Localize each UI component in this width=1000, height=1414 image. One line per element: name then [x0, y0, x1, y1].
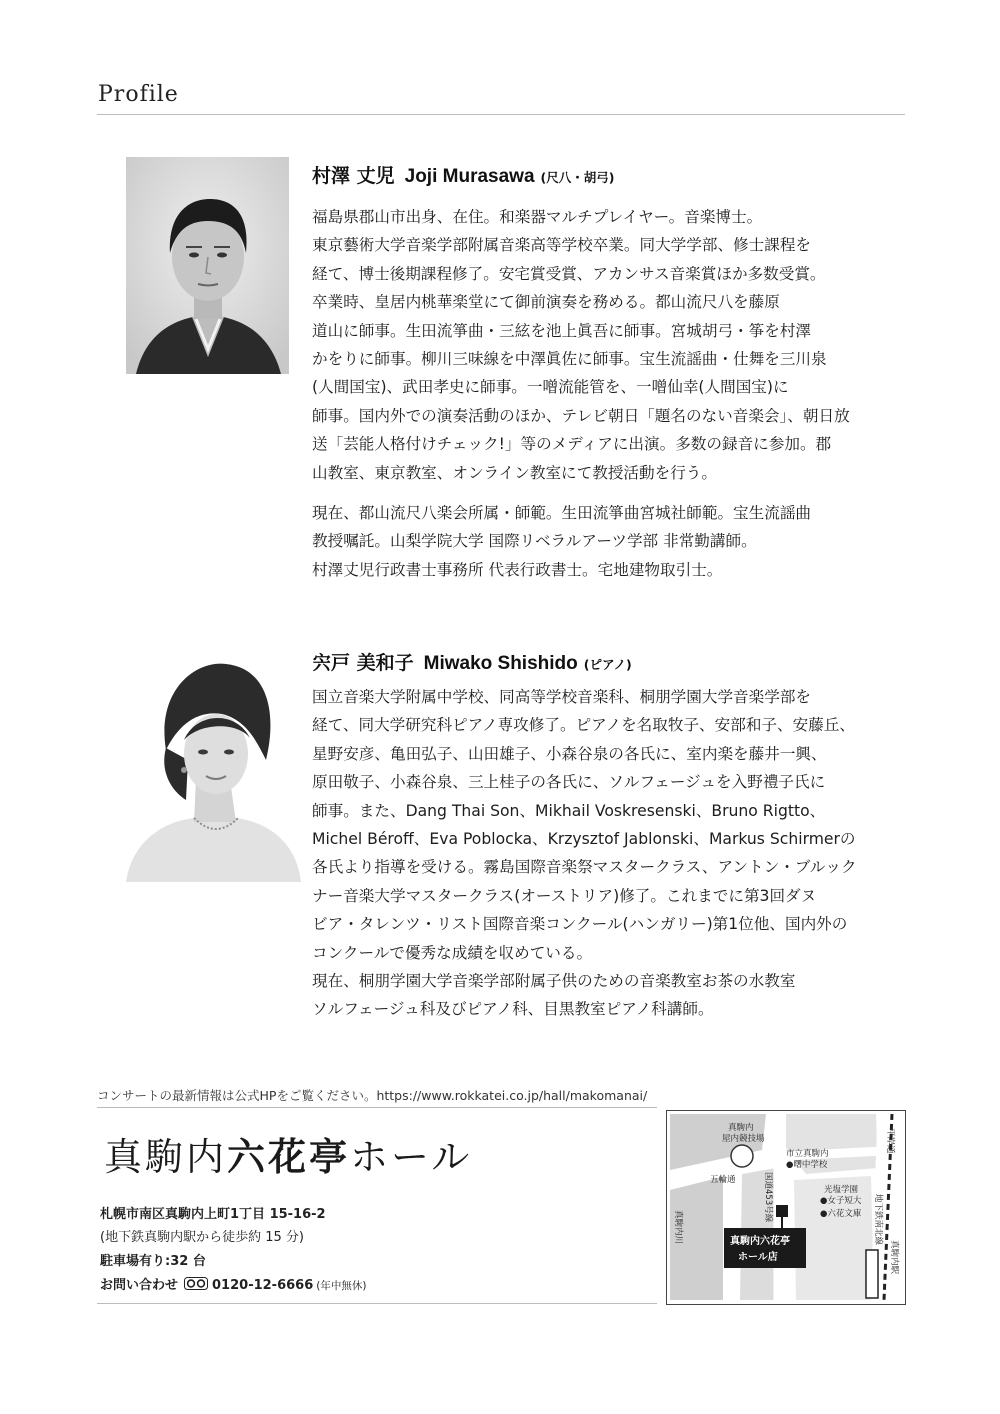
bio-line: ナー音楽大学マスタークラス(オーストリア)修了。これまでに第3回ダヌ [312, 886, 817, 905]
bio-line: ソルフェージュ科及びピアノ科、目黒教室ピアノ科講師。 [312, 1000, 714, 1019]
venue-address: 札幌市南区真駒内上町1丁目 15-16-2 [100, 1207, 326, 1222]
portrait-photo-murasawa [126, 157, 289, 374]
hall-logo-part: 六花亭 [227, 1134, 351, 1179]
venue-parking: 駐車場有り:32 台 [100, 1254, 206, 1269]
bio-line: 経て、博士後期課程修了。安宅賞受賞、アカンサス音楽賞ほか多数受賞。 [312, 264, 826, 283]
bio-line: 経て、同大学研究科ピアノ専攻修了。ピアノを名取牧子、安部和子、安藤丘、 [312, 716, 855, 735]
instrument-label: (ピアノ) [583, 657, 632, 672]
map-label-station: 真駒内駅 [889, 1240, 899, 1275]
bio-line: 原田敬子、小森谷泉、三上桂子の各氏に、ソルフェージュを入野禮子氏に [312, 773, 826, 792]
map-label-route: 国道453号線 [763, 1172, 773, 1223]
bio-line: 山教室、東京教室、オンライン教室にて教授活動を行う。 [312, 463, 717, 482]
current-positions-murasawa [312, 499, 811, 584]
performer-name-murasawa [312, 161, 614, 188]
bio-line: かをりに師事。柳川三味線を中澤眞佐に師事。宝生流謡曲・仕舞を三川泉 [312, 350, 827, 369]
bio-line: 現在、桐朋学園大学音楽学部附属子供のための音楽教室お茶の水教室 [312, 972, 796, 991]
footer-divider [97, 1107, 657, 1108]
bio-line: 送「芸能人格付けチェック!」等のメディアに出演。多数の録音に参加。郡 [312, 435, 832, 454]
biography-murasawa [312, 203, 850, 487]
hall-logo-part: 真駒内 [104, 1135, 228, 1179]
map-label-subway: 地下鉄南北線 [873, 1194, 883, 1246]
bio-line: 道山に師事。生田流箏曲・三絃を池上眞吾に師事。宮城胡弓・筝を村澤 [312, 321, 812, 340]
bio-line: 師事。また、Dang Thai Son、Mikhail Voskresenski、Bruno Rigtto、 [312, 801, 826, 820]
venue-contact [100, 1274, 366, 1294]
access-map [666, 1110, 906, 1305]
header-divider [97, 114, 905, 115]
map-label-stadium-2: 屋内競技場 [722, 1134, 765, 1144]
map-label-college: 光塩学園 [824, 1185, 859, 1195]
hall-logo [104, 1126, 472, 1181]
bio-line: 東京藝術大学音楽学部附属音楽高等学校卒業。同大学学部、修士課程を [312, 236, 812, 255]
bio-line: ビア・タレンツ・リスト国際音楽コンクール(ハンガリー)第1位他、国内外の [312, 915, 848, 934]
venue-access: (地下鉄真駒内駅から徒歩約 15 分) [100, 1230, 304, 1245]
phone-number: 0120-12-6666 [212, 1278, 314, 1293]
map-label-bunko: ●六花文庫 [820, 1209, 862, 1219]
bio-line: 星野安彦、亀田弘子、山田雄子、小森谷泉の各氏に、室内楽を藤井一興、 [312, 744, 827, 763]
map-label-river: 真駒内川 [673, 1210, 683, 1245]
bio-line: 各氏より指導を受ける。霧島国際音楽祭マスタークラス、アントン・ブルック [312, 858, 857, 877]
free-dial-icon [184, 1277, 208, 1294]
performer-name-shishido [312, 648, 632, 675]
portrait-photo-shishido [126, 650, 301, 882]
bio-line: 現在、都山流尺八楽会所属・師範。生田流箏曲宮城社師範。宝生流謡曲 [312, 504, 812, 522]
name-japanese: 宍戸 美和子 [312, 652, 414, 674]
footer-bottom-divider [97, 1303, 657, 1304]
map-label-school: 市立真駒内 [786, 1149, 829, 1159]
bio-line: 教授嘱託。山梨学院大学 国際リベラルアーツ学部 非常勤講師。 [312, 532, 757, 551]
bio-line: 国立音楽大学附属中学校、同高等学校音楽科、桐朋学園大学音楽学部を [312, 688, 812, 706]
name-japanese: 村澤 丈児 [312, 165, 395, 187]
section-title: Profile [98, 82, 179, 107]
name-romanized: Miwako Shishido [423, 653, 578, 674]
bio-line: (人間国宝)、武田孝史に師事。一噌流能管を、一噌仙幸(人間国宝)に [312, 378, 789, 397]
bio-line: 師事。国内外での演奏活動のほか、テレビ朝日「題名のない音楽会」、朝日放 [312, 406, 850, 425]
website-note: コンサートの最新情報は公式HPをご覧ください。https://www.rokkatei.co.jp/hall/makomanai/ [97, 1088, 648, 1103]
map-label-stadium: 真駒内 [728, 1123, 754, 1133]
map-label-gorin-street: 五輪通 [710, 1175, 736, 1185]
phone-note: (年中無休) [316, 1280, 367, 1292]
bio-line: コンクールで優秀な成績を収めている。 [312, 943, 593, 962]
map-label-school-2: ●曙中学校 [786, 1160, 828, 1170]
bio-line: 村澤丈児行政書士事務所 代表行政書士。宅地建物取引士。 [312, 560, 723, 579]
map-label-hiragishi: 平岸通 [885, 1128, 895, 1154]
name-romanized: Joji Murasawa [404, 166, 535, 187]
biography-shishido [312, 683, 857, 1024]
map-label-venue-2: ホール店 [738, 1252, 778, 1263]
map-label-venue: 真駒内六花亭 [730, 1236, 790, 1247]
bio-line: Michel Béroff、Eva Poblocka、Krzysztof Jablonski、Markus Schirmerの [312, 830, 856, 849]
bio-line: 福島県郡山市出身、在住。和楽器マルチプレイヤー。音楽博士。 [312, 208, 763, 226]
map-label-college-2: ●女子短大 [820, 1196, 862, 1206]
instrument-label: (尺八・胡弓) [540, 170, 615, 185]
bio-line: 卒業時、皇居内桃華楽堂にて御前演奏を務める。都山流尺八を藤原 [312, 293, 780, 312]
hall-logo-part: ホール [350, 1135, 473, 1179]
contact-label: お問い合わせ [100, 1278, 179, 1293]
